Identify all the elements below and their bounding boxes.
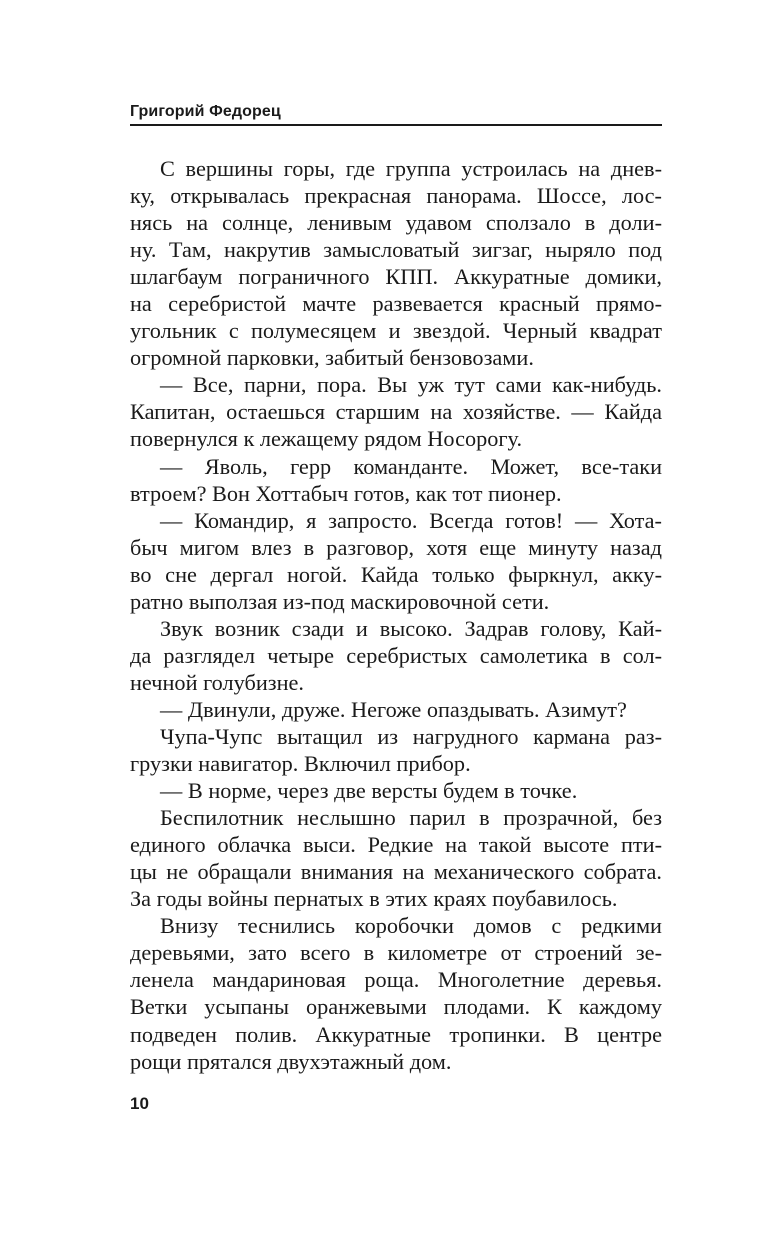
text-line: — Двинули, друже. Негоже опаздывать. Азимут? (160, 696, 627, 722)
page-number: 10 (130, 1094, 149, 1113)
running-head-author: Григорий Федорец (130, 103, 281, 120)
text-line: подведен полив. Аккуратные тропинки. В центре (130, 1021, 662, 1047)
text-line: нясь на солнце, ленивым удавом сползало в доли- (130, 210, 662, 236)
text-line: да разглядел четыре серебристых самолетика в сол- (130, 642, 662, 668)
paragraph (130, 615, 662, 696)
text-line: цы не обращали внимания на механического собрата. (130, 859, 662, 885)
text-line: ленела мандариновая роща. Многолетние деревья. (130, 967, 662, 993)
text-line: повернулся к лежащему рядом Носорогу. (130, 426, 523, 452)
paragraph (130, 912, 662, 1074)
text-line: деревьями, зато всего в километре от строений зе- (130, 940, 662, 966)
text-line: Чупа-Чупс вытащил из нагрудного кармана раз- (160, 723, 662, 749)
text-line: — Командир, я запросто. Всегда готов! — Хота- (160, 507, 662, 533)
text-line: угольник с полумесяцем и звездой. Черный квадрат (130, 318, 662, 344)
text-line: быч мигом влез в разговор, хотя еще минуту назад (130, 534, 662, 560)
paragraph (130, 777, 662, 804)
paragraph (130, 723, 662, 777)
paragraph (130, 507, 662, 615)
text-line: Ветки усыпаны оранжевыми плодами. К каждому (130, 994, 662, 1020)
text-line: За годы войны пернатых в этих краях поубавилось. (130, 886, 618, 912)
text-line: ну. Там, накрутив замысловатый зигзаг, ныряло под (130, 237, 662, 263)
text-line: Беспилотник неслышно парил в прозрачной, без (160, 805, 662, 831)
text-line: Звук возник сзади и высоко. Задрав голову, Кай- (160, 615, 662, 641)
text-line: единого облачка выси. Редкие на такой высоте пти- (130, 832, 662, 858)
paragraph (130, 371, 662, 452)
paragraph (130, 155, 662, 371)
text-line: грузки навигатор. Включил прибор. (130, 751, 471, 777)
text-line: нечной голубизне. (130, 669, 304, 695)
paragraph (130, 696, 662, 723)
body-text (130, 155, 662, 1075)
text-line: огромной парковки, забитый бензовозами. (130, 345, 534, 371)
header-rule (130, 124, 662, 126)
text-line: ку, открывалась прекрасная панорама. Шоссе, лос- (130, 183, 662, 209)
text-line: — Яволь, герр команданте. Может, все-таки (160, 453, 662, 479)
text-line: рощи прятался двухэтажный дом. (130, 1048, 452, 1074)
text-line: на серебристой мачте развевается красный прямо- (130, 291, 662, 317)
text-line: С вершины горы, где группа устроилась на днев- (160, 156, 662, 181)
text-line: Капитан, остаешься старшим на хозяйстве. — Кайда (130, 399, 662, 425)
text-line: во сне дергал ногой. Кайда только фыркнул, акку- (130, 561, 662, 587)
text-line: ратно выползая из-под маскировочной сети. (130, 588, 550, 614)
text-line: — В норме, через две версты будем в точке. (160, 778, 578, 804)
paragraph (130, 453, 662, 507)
paragraph (130, 804, 662, 912)
text-line: Внизу теснились коробочки домов с редкими (160, 913, 662, 939)
text-line: втроем? Вон Хоттабыч готов, как тот пионер. (130, 480, 562, 506)
text-line: — Все, парни, пора. Вы уж тут сами как-нибудь. (160, 372, 662, 398)
text-line: шлагбаум пограничного КПП. Аккуратные домики, (130, 264, 662, 290)
